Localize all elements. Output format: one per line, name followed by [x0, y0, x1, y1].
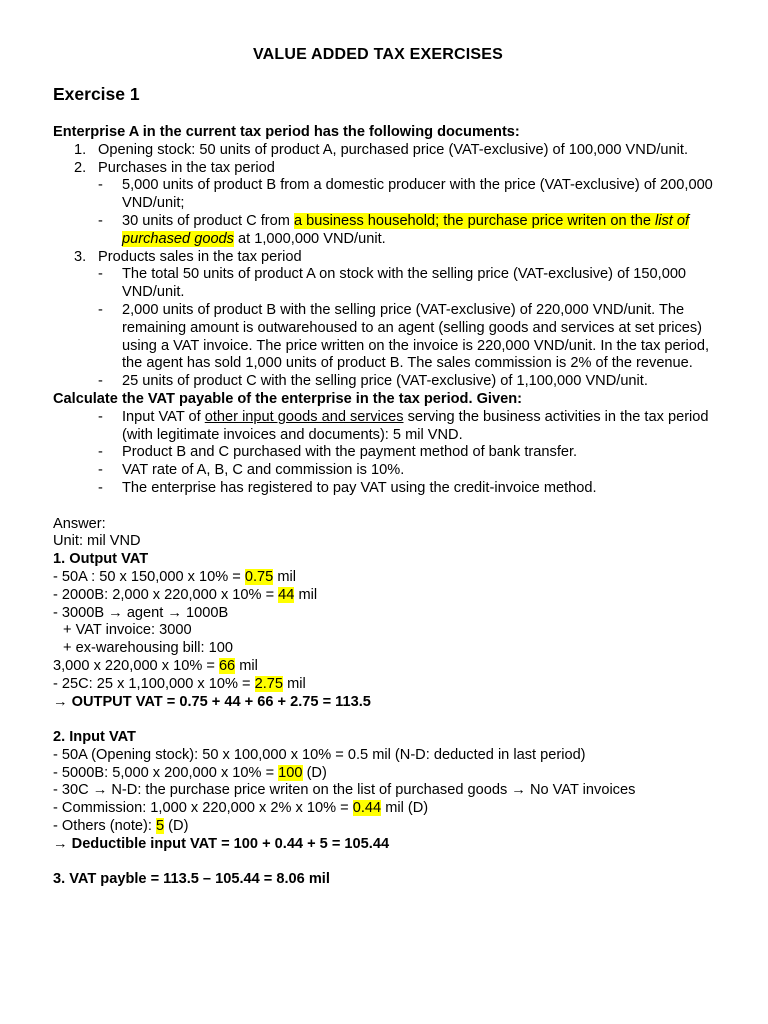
unit-label: Unit: mil VND [53, 533, 141, 550]
answer-line: - 5000B: 5,000 x 200,000 x 10% = 100 (D) [53, 764, 327, 781]
answer-line: - 3000B → agent → 1000B [53, 604, 229, 621]
document-title: VALUE ADDED TAX EXERCISES [252, 46, 504, 63]
given-item: - Input VAT of other input goods and services serving the business activities in the tax period (with legitimate invoices and documents): 5 mil VND. [98, 408, 709, 443]
input-vat-total: → Deductible input VAT = 100 + 0.44 + 5 = 105.44 [53, 835, 390, 852]
sub-list-item: - 5,000 units of product B from a domestic producer with the price (VAT-exclusive) of 200,000 VND/unit; [98, 177, 713, 212]
output-vat-total: → OUTPUT VAT = 0.75 + 44 + 66 + 2.75 = 113.5 [53, 693, 371, 710]
answer-line: - 2000B: 2,000 x 220,000 x 10% = 44 mil [53, 586, 318, 603]
sub-list-item: - 25 units of product C with the selling price (VAT-exclusive) of 1,100,000 VND/unit. [98, 373, 648, 390]
given-item: - VAT rate of A, B, C and commission is 10%. [98, 462, 405, 479]
given-item: - Product B and C purchased with the payment method of bank transfer. [98, 444, 578, 461]
answer-line: - 25C: 25 x 1,100,000 x 10% = 2.75 mil [53, 675, 306, 692]
answer-line: - 50A (Opening stock): 50 x 100,000 x 10% = 0.5 mil (N-D: deducted in last period) [53, 746, 586, 763]
highlighted-text: a business household; the purchase price writen on the [293, 212, 655, 229]
calc-instruction: Calculate the VAT payable of the enterprise in the tax period. Given: [53, 390, 522, 407]
given-item: - The enterprise has registered to pay VAT using the credit-invoice method. [98, 479, 597, 496]
answer-line: - 30C → N-D: the purchase price writen on the list of purchased goods → No VAT invoices [53, 782, 636, 799]
list-item: 1. Opening stock: 50 units of product A, purchased price (VAT-exclusive) of 100,000 VND/unit. [74, 141, 689, 158]
answer-label: Answer: [53, 515, 106, 532]
answer-line: - Commission: 1,000 x 220,000 x 2% x 10% = 0.44 mil (D) [53, 800, 429, 817]
document-body [53, 124, 723, 889]
highlighted-italic-text: list of purchased goods [122, 212, 690, 247]
answer-line: + VAT invoice: 3000 [63, 622, 192, 639]
answer-line: + ex-warehousing bill: 100 [63, 640, 233, 657]
list-item: 3. Products sales in the tax period [74, 248, 302, 265]
answer-line: 3,000 x 220,000 x 10% = 66 mil [53, 657, 258, 674]
list-item: 2. Purchases in the tax period [74, 159, 275, 176]
sub-list-item: - 2,000 units of product B with the selling price (VAT-exclusive) of 220,000 VND/unit. The remaining amount is outwarehoused to an agent (selling goods and services at set prices) using a VAT invoice. The price written on the invoice is 220,000 VND/unit. In the tax period, the agent has sold 1,000 units of product B. The sales commission is 2% of the revenue. [98, 301, 710, 372]
output-vat-heading: 1. Output VAT [53, 551, 149, 568]
exercise-heading: Exercise 1 [53, 84, 140, 104]
answer-line: - 50A : 50 x 150,000 x 10% = 0.75 mil [53, 568, 296, 585]
intro-text: Enterprise A in the current tax period has the following documents: [53, 124, 520, 140]
input-vat-heading: 2. Input VAT [53, 729, 136, 746]
sub-list-item: - 30 units of product C from a business household; the purchase price writen on the list of purchased goods at 1,000,000 VND/unit. [98, 212, 690, 247]
underlined-text: other input goods and services [204, 408, 404, 425]
sub-list-item: - The total 50 units of product A on stock with the selling price (VAT-exclusive) of 150,000 VND/unit. [98, 266, 687, 301]
vat-payable: 3. VAT payble = 113.5 – 105.44 = 8.06 mil [53, 871, 330, 888]
answer-line: - Others (note): 5 (D) [53, 818, 189, 835]
